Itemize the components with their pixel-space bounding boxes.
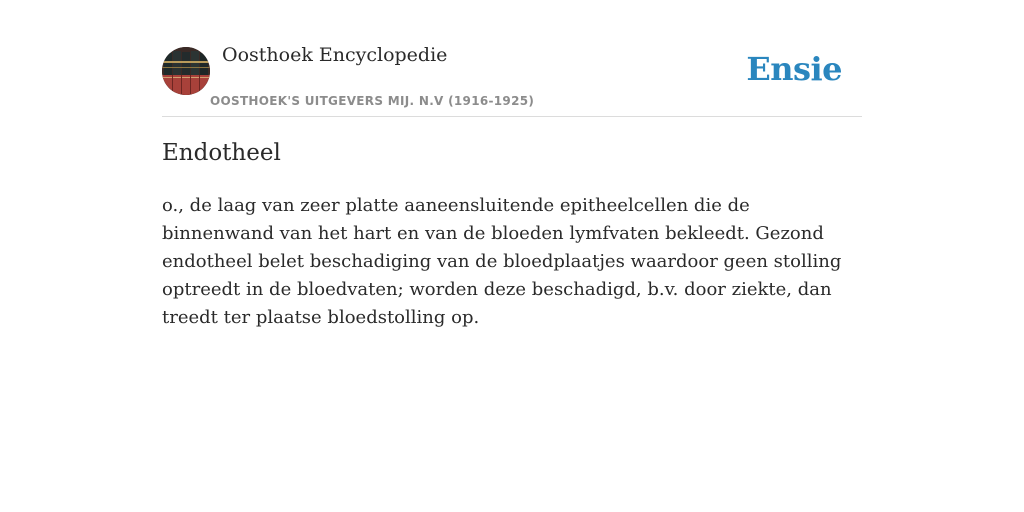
encyclopedia-books-icon[interactable] (162, 47, 210, 95)
source-header (162, 40, 862, 117)
entry-title: Endotheel (162, 140, 281, 166)
source-title[interactable]: Oosthoek Encyclopedie (222, 44, 448, 66)
entry-body: o., de laag van zeer platte aaneensluitende epitheelcellen die de binnenwand van het hart en van de bloeden lymfvaten bekleedt. Gezond endotheel belet beschadiging van de bloedplaatjes waardoor geen stolling optreedt in de bloedvaten; worden deze beschadigd, b.v. door ziekte, dan treedt ter plaatse bloedstolling op. (162, 195, 842, 328)
publisher-label: OOSTHOEK'S UITGEVERS MIJ. N.V (1916-1925) (210, 94, 535, 108)
ensie-logo[interactable]: Ensie (746, 50, 842, 88)
